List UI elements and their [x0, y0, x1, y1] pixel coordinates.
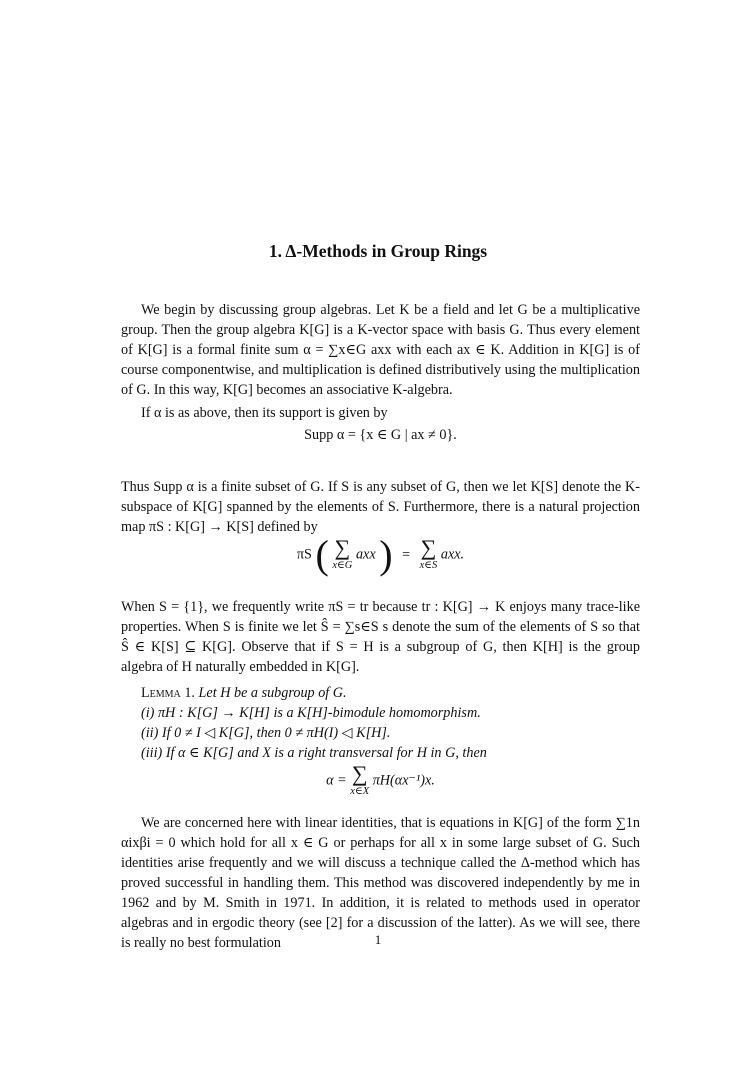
paragraph-projection: Thus Supp α is a finite subset of G. If S is any subset of G, then we let K[S] denote the K-subspace of K[G] spanned by the elements of S. Furthermore, there is a natural projection map πS : K[G] → K[S] defined by: [121, 479, 640, 535]
equation-transversal: [121, 763, 640, 807]
lemma-item-iii: (iii) If α ∈ K[G] and X is a right transversal for H in G, then: [141, 745, 487, 761]
paragraph-group-algebras: We begin by discussing group algebras. Let K be a field and let G be a multiplicative group. Then the group algebra K[G] is a K-vector space with basis G. Thus every element of K[G] is a formal finite sum α = ∑x∈G axx with each ax ∈ K. Addition in K[G] is of course componentwise, and multiplication is defined distributively using the multiplication of G. In this way, K[G] becomes an associative K-algebra.: [121, 302, 640, 398]
lemma-statement: Let H be a subgroup of G.: [198, 685, 347, 701]
eq-trans-right: πH(αx⁻¹)x.: [372, 772, 435, 789]
lemma-label: Lemma 1.: [141, 685, 195, 701]
eq-proj-inner-sum: [332, 537, 352, 573]
eq-proj-inner-term: axx: [355, 546, 376, 563]
paragraph-projection-wrap: [121, 477, 640, 537]
sigma-symbol: ∑: [420, 535, 437, 560]
page-number: 1: [374, 932, 382, 947]
paragraph-trace-wrap: [121, 597, 640, 677]
section-title: 1. Δ-Methods in Group Rings: [268, 241, 488, 261]
equation-projection: [121, 532, 640, 595]
paragraph-support-intro-wrap: [121, 403, 640, 423]
paragraph-support-intro: If α is as above, then its support is given by: [141, 405, 388, 421]
sum-subscript: x∈X: [350, 786, 370, 797]
lemma-item-i: (i) πH : K[G] → K[H] is a K[H]-bimodule homomorphism.: [141, 705, 481, 721]
equation-support: [121, 427, 640, 444]
right-paren: ): [379, 532, 393, 577]
paragraph-trace: When S = {1}, we frequently write πS = tr because tr : K[G] → K enjoys many trace-like properties. When S is finite we let Ŝ = ∑s∈S s denote the sum of the elements of S so that Ŝ ∈ K[S] ⊆ K[G]. Observe that if S = H is a subgroup of G, then K[H] is the group algebra of H naturally embedded in K[G].: [121, 599, 640, 675]
paragraph-linear-identities: We are concerned here with linear identities, that is equations in K[G] of the form ∑1n αixβi = 0 which hold for all x ∈ G or perhaps for all x in some large subset of G. Such identities arise frequently and we will discuss a technique called the Δ-method which has proved successful in handling them. This method was discovered independently by me in 1962 and by M. Smith in 1971. In addition, it is related to methods used in operator algebras and in ergodic theory (see [2] for a discussion of the latter). As we will see, there is really no best formulation: [121, 815, 640, 951]
lemma-1: [121, 683, 640, 763]
paragraph-intro: [121, 300, 640, 400]
eq-trans-sum: [350, 763, 369, 799]
eq-proj-left: πS: [296, 546, 312, 563]
eq-proj-right-sum: [420, 537, 438, 573]
lemma-item-ii: (ii) If 0 ≠ I ◁ K[G], then 0 ≠ πH(I) ◁ K[H].: [141, 725, 391, 741]
equation-support-text: Supp α = {x ∈ G | ax ≠ 0}.: [304, 427, 457, 443]
eq-proj-equals: =: [402, 546, 411, 563]
sigma-symbol: ∑: [351, 761, 368, 786]
lemma-heading-line: [121, 683, 640, 703]
sum-subscript: x∈G: [332, 560, 353, 571]
sigma-symbol: ∑: [334, 535, 351, 560]
eq-proj-right-term: axx.: [440, 546, 465, 563]
left-paren: (: [315, 532, 329, 577]
eq-trans-left: α =: [326, 772, 347, 789]
sum-subscript: x∈S: [419, 560, 438, 571]
